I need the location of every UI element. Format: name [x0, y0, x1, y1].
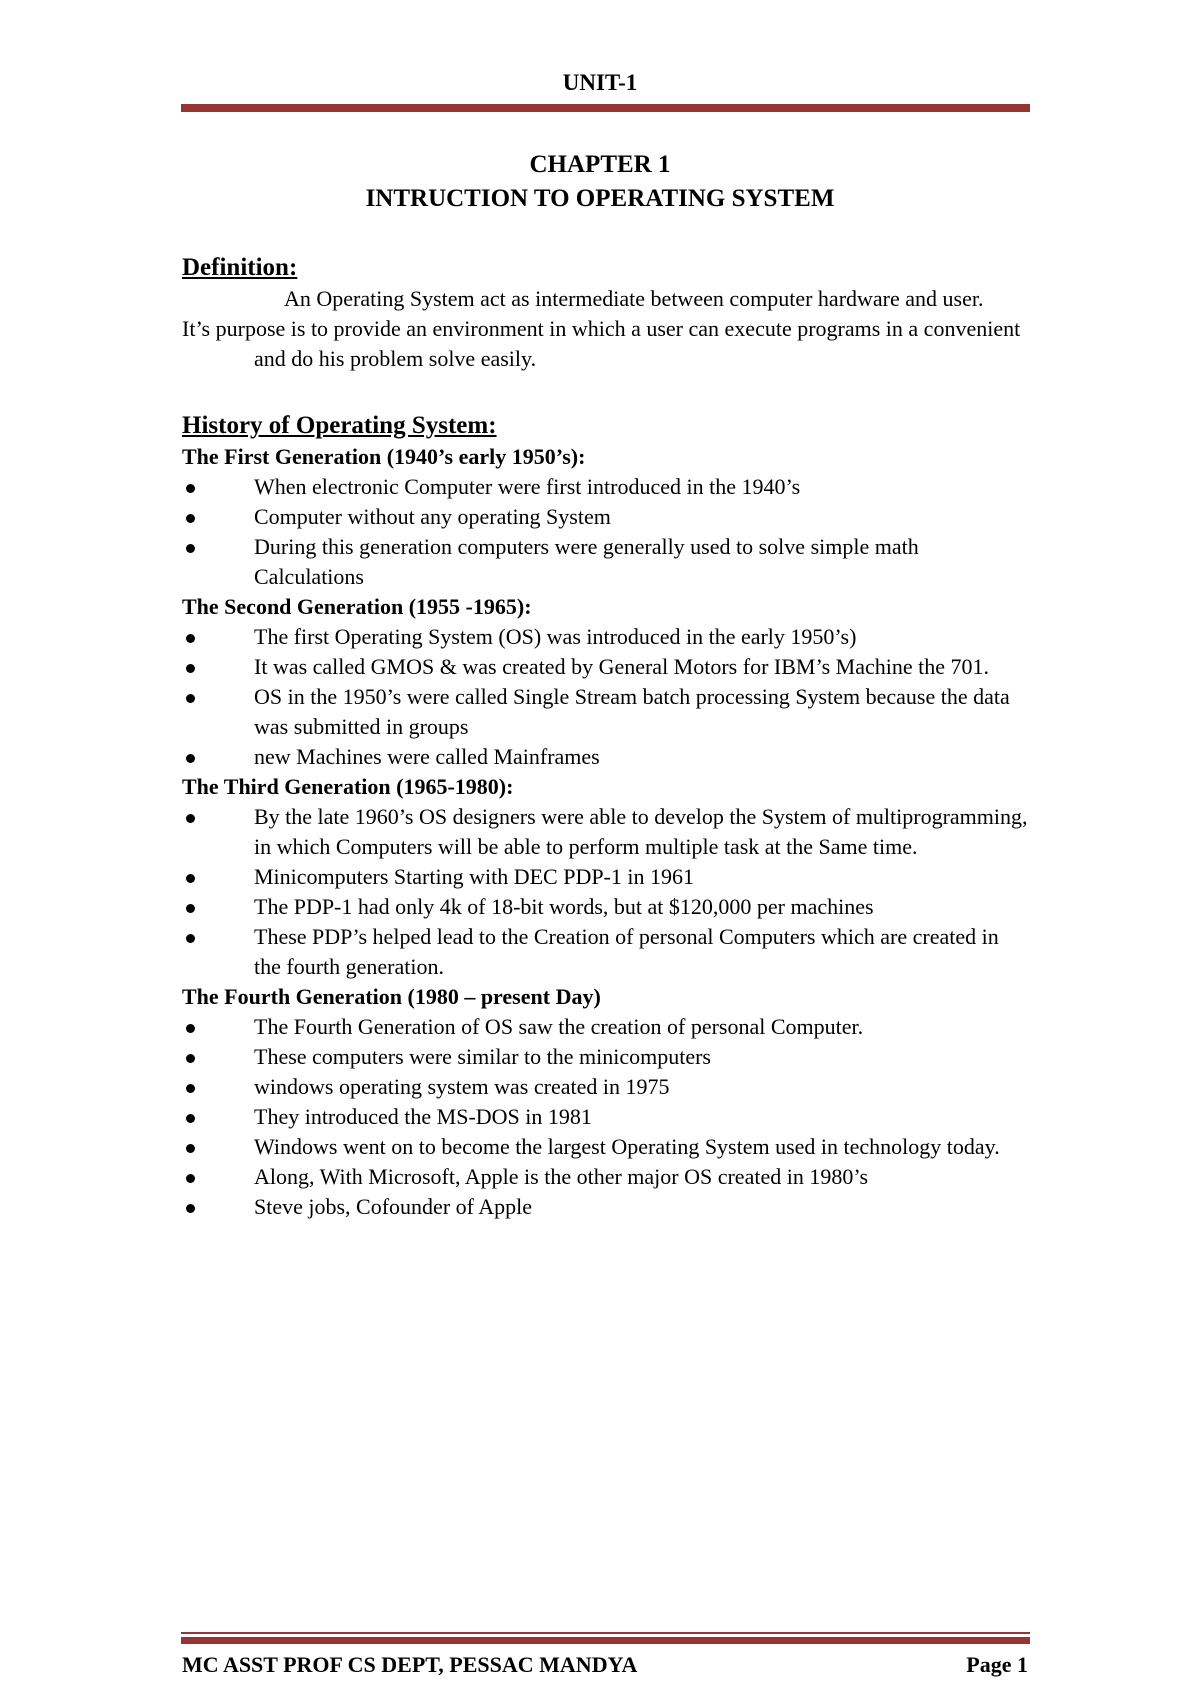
bullet-icon	[186, 934, 195, 943]
list-item-text: The Fourth Generation of OS saw the creation of personal Computer.	[254, 1014, 864, 1039]
bullet-icon	[186, 1024, 195, 1033]
bullet-icon	[186, 544, 195, 553]
list-item	[182, 802, 1028, 862]
list-item	[182, 1072, 1028, 1102]
footer-rule-thin	[181, 1632, 1030, 1634]
list-item	[182, 862, 1028, 892]
list-item	[182, 892, 1028, 922]
bullet-icon	[186, 664, 195, 673]
bullet-icon	[186, 1174, 195, 1183]
definition-paragraph-1: An Operating System act as intermediate between computer hardware and user.	[284, 286, 984, 311]
footer-page-number: Page 1	[966, 1652, 1028, 1677]
chapter-heading	[0, 148, 1200, 216]
generation-bullet-list	[182, 622, 1028, 772]
list-item-text: Computer without any operating System	[254, 504, 611, 529]
generation-bullet-list	[182, 802, 1028, 982]
bullet-icon	[186, 1204, 195, 1213]
generation-bullet-list	[182, 472, 1028, 592]
generation-heading: The First Generation (1940’s early 1950’s):	[182, 444, 586, 469]
footer-department: MC ASST PROF CS DEPT, PESSAC MANDYA	[182, 1652, 638, 1677]
list-item-text: It was called GMOS & was created by General Motors for IBM’s Machine the 701.	[254, 654, 989, 679]
generation-heading: The Second Generation (1955 -1965):	[182, 594, 532, 619]
list-item-text: Along, With Microsoft, Apple is the other major OS created in 1980’s	[254, 1164, 869, 1189]
list-item	[182, 1012, 1028, 1042]
list-item-text: OS in the 1950’s were called Single Stream batch processing System because the data was submitted in groups	[254, 684, 1010, 739]
list-item-text: By the late 1960’s OS designers were able to develop the System of multiprogramming, in which Computers will be able to perform multiple task at the Same time.	[254, 804, 1028, 859]
list-item-text: Steve jobs, Cofounder of Apple	[254, 1194, 533, 1219]
unit-header: UNIT-1	[562, 70, 638, 95]
chapter-title: INTRUCTION TO OPERATING SYSTEM	[365, 185, 835, 212]
list-item-text: During this generation computers were generally used to solve simple math Calculations	[254, 534, 919, 589]
bullet-icon	[186, 874, 195, 883]
header-rule	[181, 104, 1030, 112]
list-item	[182, 472, 1028, 502]
list-item	[182, 652, 1028, 682]
bullet-icon	[186, 814, 195, 823]
chapter-number: CHAPTER 1	[529, 151, 671, 178]
generation-heading: The Third Generation (1965-1980):	[182, 774, 514, 799]
definition-heading: Definition:	[182, 254, 298, 281]
definition-paragraph-2: It’s purpose is to provide an environment in which a user can execute programs in a convenient and do his problem solve easily.	[182, 316, 1021, 371]
bullet-icon	[186, 1084, 195, 1093]
bullet-icon	[186, 904, 195, 913]
history-heading: History of Operating System:	[182, 412, 497, 439]
list-item-text: When electronic Computer were first introduced in the 1940’s	[254, 474, 801, 499]
list-item-text: new Machines were called Mainframes	[254, 744, 600, 769]
list-item-text: windows operating system was created in 1975	[254, 1074, 670, 1099]
bullet-icon	[186, 1144, 195, 1153]
list-item-text: The first Operating System (OS) was introduced in the early 1950’s)	[254, 624, 857, 649]
list-item	[182, 742, 1028, 772]
list-item	[182, 922, 1028, 982]
bullet-icon	[186, 514, 195, 523]
generations-list	[182, 442, 1028, 1222]
bullet-icon	[186, 754, 195, 763]
list-item	[182, 502, 1028, 532]
list-item-text: These PDP’s helped lead to the Creation of personal Computers which are created in the fourth generation.	[254, 924, 999, 979]
bullet-icon	[186, 1114, 195, 1123]
list-item-text: They introduced the MS-DOS in 1981	[254, 1104, 592, 1129]
footer-rule-thick	[181, 1637, 1030, 1644]
list-item	[182, 1102, 1028, 1132]
list-item	[182, 1042, 1028, 1072]
generation-bullet-list	[182, 1012, 1028, 1222]
bullet-icon	[186, 1054, 195, 1063]
list-item	[182, 682, 1028, 742]
list-item	[182, 1192, 1028, 1222]
list-item	[182, 532, 1028, 592]
list-item	[182, 622, 1028, 652]
bullet-icon	[186, 634, 195, 643]
list-item-text: The PDP-1 had only 4k of 18-bit words, but at $120,000 per machines	[254, 894, 874, 919]
list-item-text: These computers were similar to the minicomputers	[254, 1044, 711, 1069]
bullet-icon	[186, 694, 195, 703]
list-item-text: Windows went on to become the largest Operating System used in technology today.	[254, 1134, 1000, 1159]
bullet-icon	[186, 484, 195, 493]
generation-heading: The Fourth Generation (1980 – present Day)	[182, 984, 601, 1009]
main-content	[182, 252, 1028, 1222]
list-item	[182, 1132, 1028, 1162]
list-item-text: Minicomputers Starting with DEC PDP-1 in 1961	[254, 864, 694, 889]
list-item	[182, 1162, 1028, 1192]
